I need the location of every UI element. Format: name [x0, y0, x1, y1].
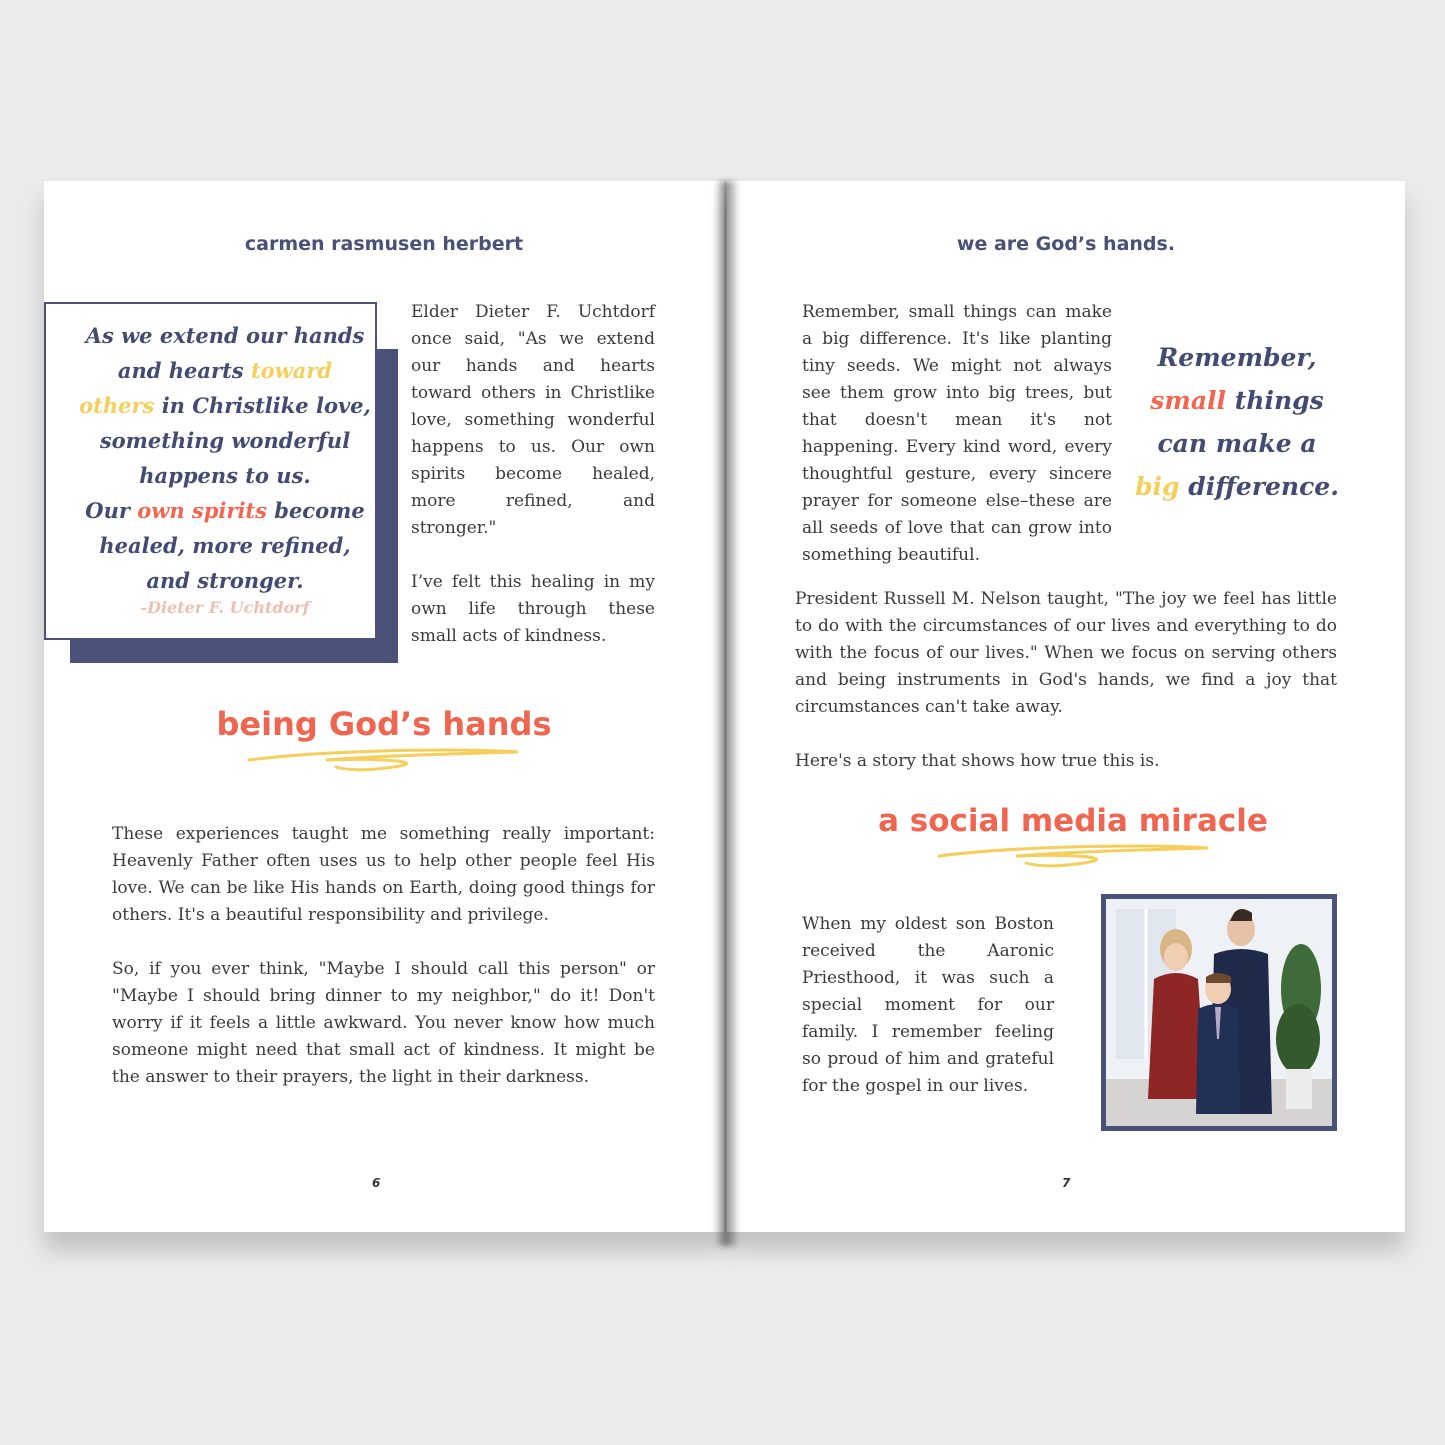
quote-text-span: in Christlike love,	[154, 393, 371, 418]
page-number-right: 7	[1062, 1176, 1071, 1190]
quote-highlight: toward	[250, 358, 333, 383]
quote-text-span: become	[266, 498, 365, 523]
pull-quote-line	[1126, 379, 1348, 422]
intro-text-left	[411, 299, 655, 650]
heading-underline-swoosh	[246, 746, 522, 776]
paragraph: When my oldest son Boston received the Aaronic Priesthood, it was such a special moment for our family. I remember feeling so proud of him and grateful for the gospel in our lives.	[802, 914, 1054, 1096]
intro-text-right	[802, 299, 1112, 569]
quote-line	[66, 388, 384, 423]
pull-quote-span: things	[1226, 386, 1324, 415]
paragraph: Elder Dieter F. Uchtdorf once said, "As we extend our hands and hearts toward others in Christlike love, something wonderful happens to us. Our own spirits become healed, more refined, and stronger."	[411, 302, 655, 538]
paragraph: These experiences taught me something really important: Heavenly Father often uses us to help other people feel His love. We can be like His hands on Earth, doing good things for others. It's a beautiful responsibility and privilege.	[112, 824, 655, 925]
quote-text-span: Our	[85, 498, 138, 523]
quote-highlight: own spirits	[137, 498, 267, 523]
pull-quote-span: difference.	[1179, 472, 1339, 501]
paragraph: So, if you ever think, "Maybe I should call this person" or "Maybe I should bring dinner to my neighbor," do it! Don't worry if it feels a little awkward. You never know how much someone might need that small act of kindness. It might be the answer to their prayers, the light in their darkness.	[112, 959, 655, 1087]
pull-quote-line: can make a	[1157, 429, 1317, 458]
running-head-right: we are God’s hands.	[956, 233, 1176, 255]
family-photo-illustration	[1106, 899, 1332, 1126]
paragraph: President Russell M. Nelson taught, "The joy we feel has little to do with the circumstances of our lives and everything to do with the focus of our lives." When we focus on serving others and being instruments in God's hands, we find a joy that circumstances can't take away.	[795, 589, 1337, 717]
paragraph: Here's a story that shows how true this is.	[795, 751, 1160, 771]
quote-line	[66, 353, 384, 388]
running-head-left: carmen rasmusen herbert	[244, 233, 524, 255]
quote-line: healed, more refined,	[99, 533, 351, 558]
pull-quote-line	[1126, 465, 1348, 508]
family-photo	[1106, 899, 1332, 1126]
paragraph: Remember, small things can make a big difference. It's like planting tiny seeds. We might not always see them grow into big trees, but that doesn't mean it's not happening. Every kind word, every thoughtful gesture, every sincere prayer for someone else–these are all seeds of love that can grow into something beautiful.	[802, 302, 1112, 565]
quote-text-span: and hearts	[117, 358, 251, 383]
section-heading-being-gods-hands: being God’s hands	[216, 705, 552, 743]
quote-line: happens to us.	[139, 463, 311, 488]
story-text	[802, 911, 1054, 1100]
body-text-left	[112, 821, 655, 1091]
heading-underline-swoosh	[936, 842, 1212, 872]
paragraph: I’ve felt this healing in my own life through these small acts of kindness.	[411, 572, 655, 646]
quote-line: and stronger.	[146, 568, 304, 593]
family-photo-frame	[1101, 894, 1337, 1131]
quote-highlight: others	[79, 393, 155, 418]
pull-quote-highlight: big	[1135, 472, 1180, 501]
pull-quote-highlight: small	[1150, 386, 1227, 415]
pull-quote-uchtdorf	[66, 318, 384, 598]
page-number-left: 6	[372, 1176, 381, 1190]
pull-quote-line: Remember,	[1157, 343, 1317, 372]
quote-line	[66, 493, 384, 528]
body-text-right	[795, 586, 1337, 775]
quote-attribution: -Dieter F. Uchtdorf	[140, 598, 310, 617]
quote-line: something wonderful	[99, 428, 351, 453]
pull-quote-small-things	[1126, 336, 1348, 508]
quote-line: As we extend our hands	[85, 323, 365, 348]
section-heading-social-media-miracle: a social media miracle	[878, 803, 1268, 839]
